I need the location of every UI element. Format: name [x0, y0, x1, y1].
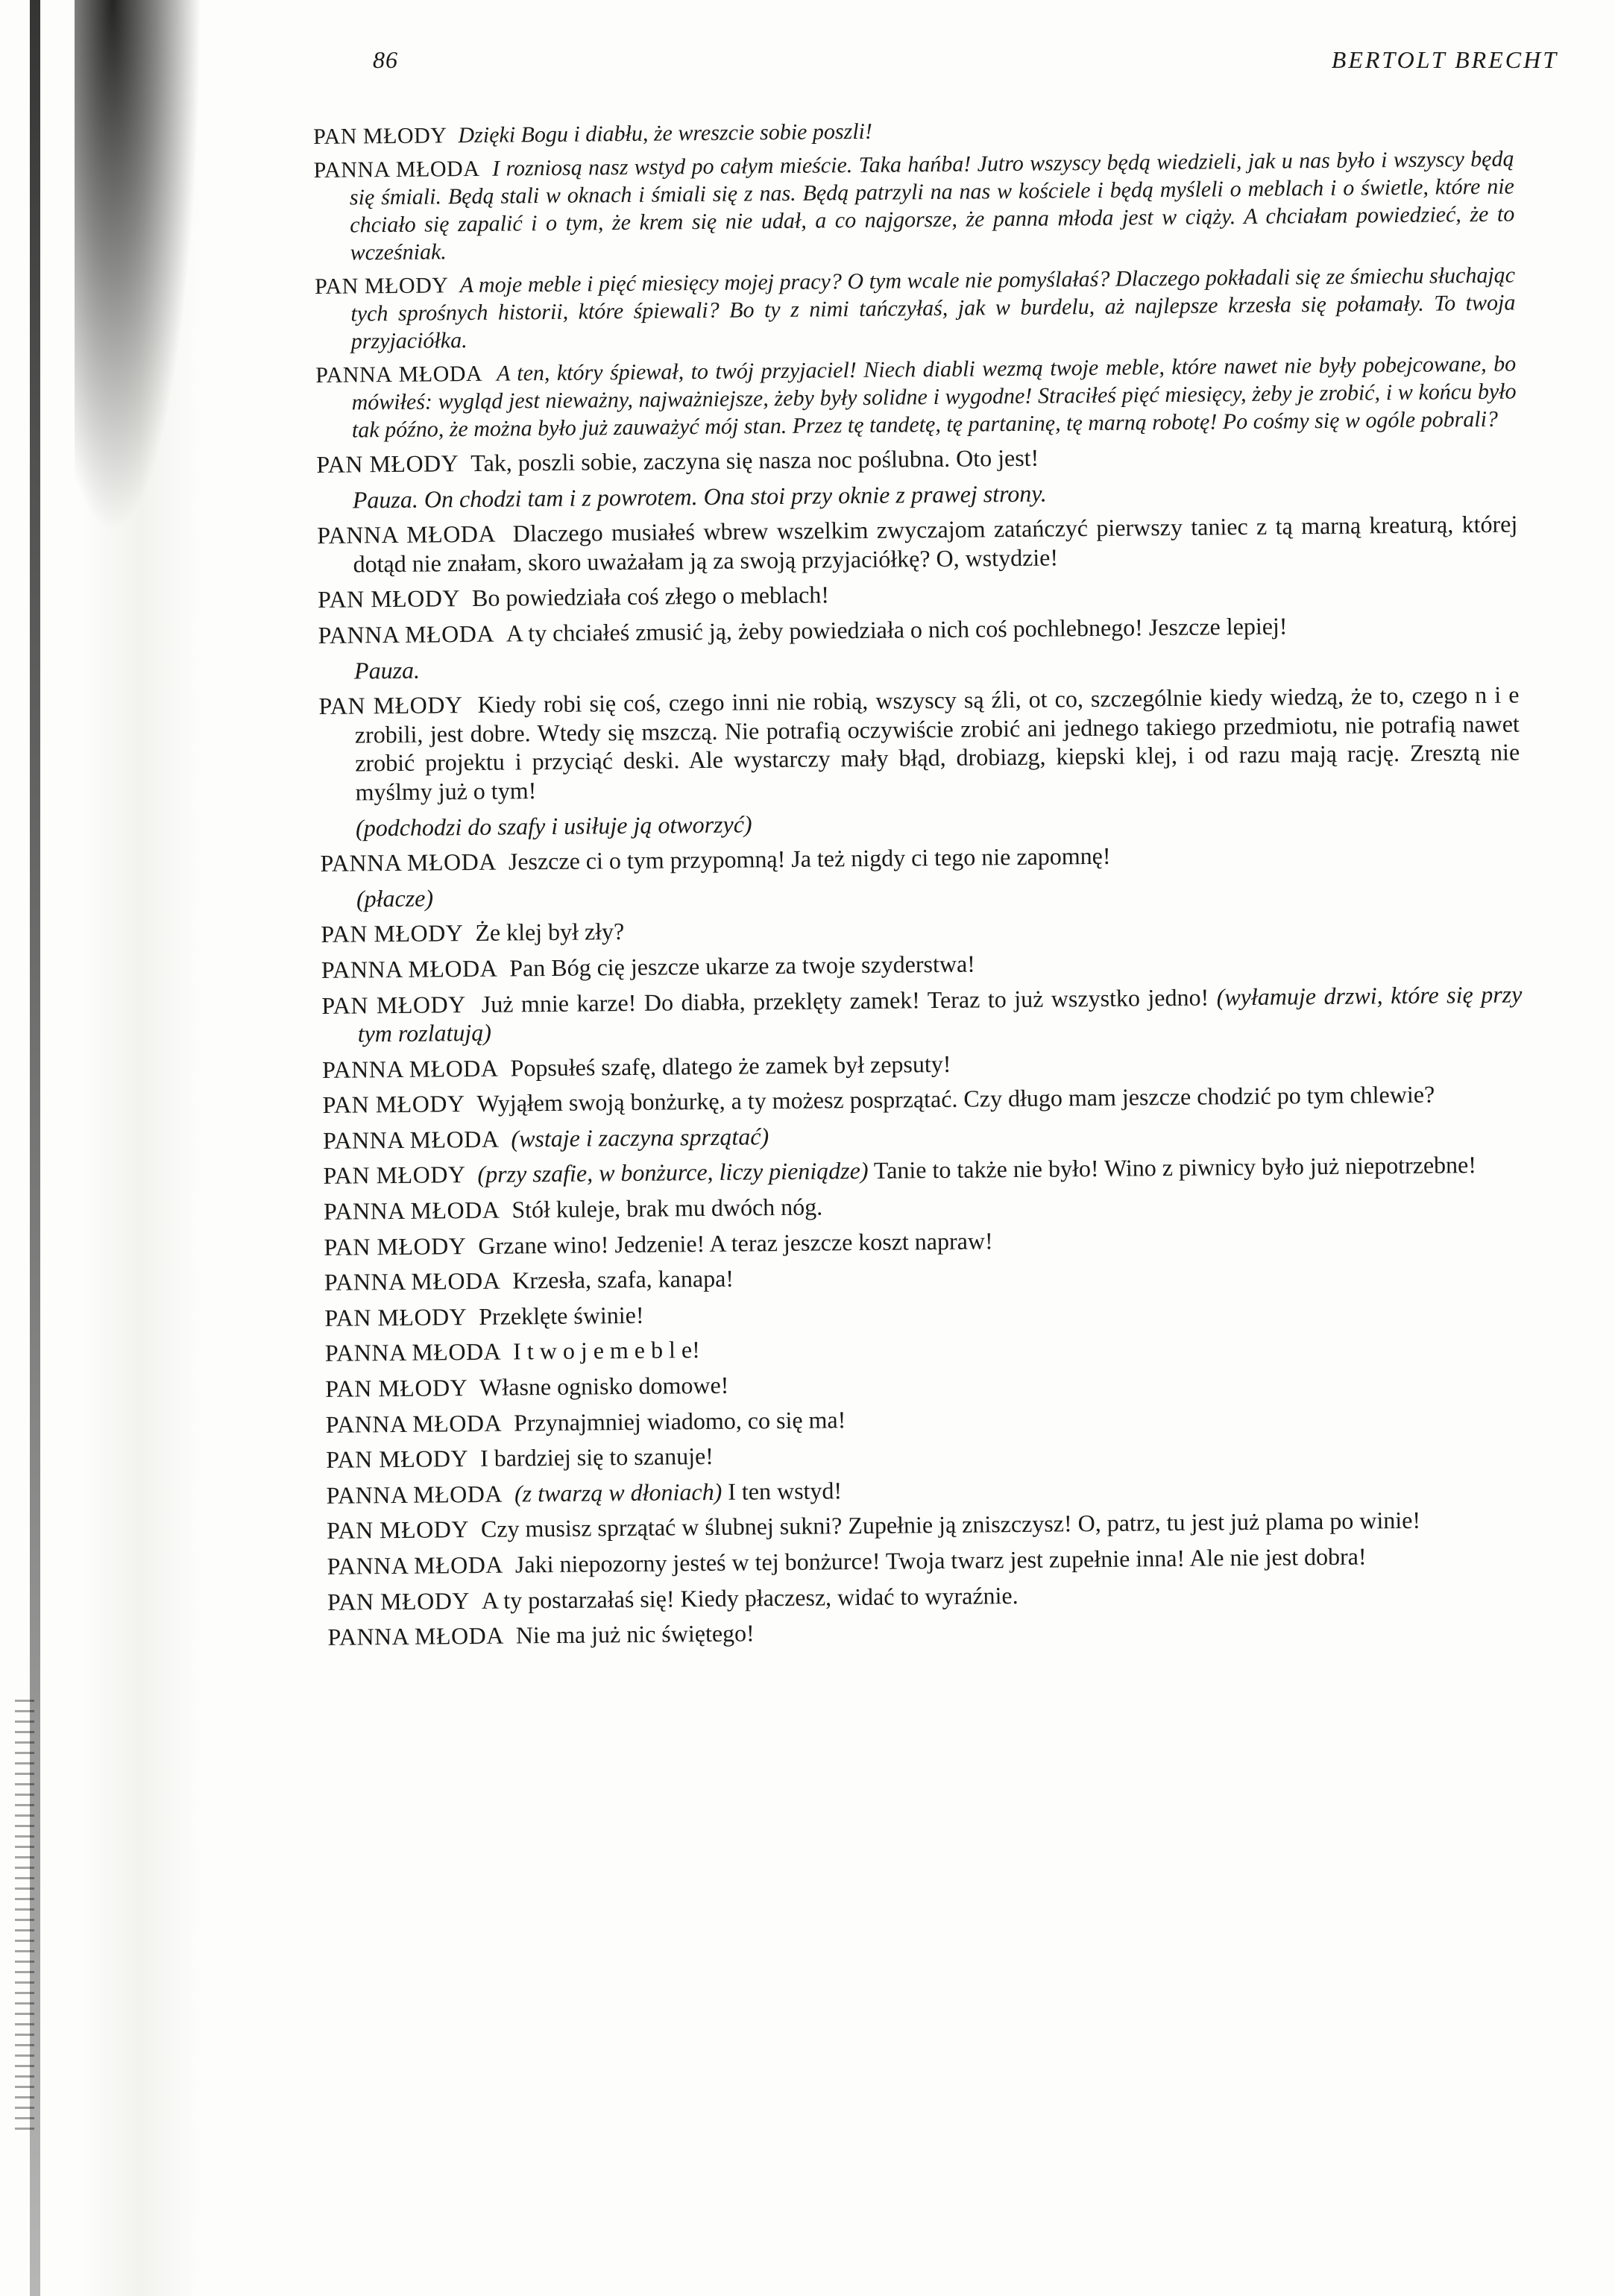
dialogue-line [318, 609, 1518, 649]
speaker-name: PANNA MŁODA [324, 1267, 501, 1296]
speech-text: A ty postarzałaś się! Kiedy płaczesz, widać to wyraźnie. [481, 1581, 1019, 1614]
inline-stage-direction: (przy szafie, w bonżurce, liczy pieniądze) [477, 1157, 869, 1188]
speaker-name: PANNA MŁODA [323, 1196, 500, 1225]
dialogue-line [325, 1328, 1526, 1368]
speaker-name: PANNA MŁODA [317, 520, 497, 549]
stage-direction: Pauza. On chodzi tam i z powrotem. Ona stoi przy oknie z prawej strony. [352, 479, 1047, 514]
dialogue-line [321, 909, 1521, 949]
speech-text: Krzesła, szafa, kanapa! [512, 1264, 734, 1294]
running-head: BERTOLT BRECHT [1331, 46, 1558, 73]
dialogue-line [324, 1221, 1524, 1261]
speaker-name: PANNA MŁODA [327, 1551, 504, 1580]
speaker-name: PAN MŁODY [321, 919, 464, 948]
speaker-name: PAN MŁODY [324, 1302, 468, 1331]
inline-stage-direction: (wyłamuje drzwi, które się przy tym rozlatują) [357, 980, 1523, 1047]
speaker-name: PAN MŁODY [314, 273, 449, 299]
scan-edge-shadow [75, 0, 201, 537]
speaker-name: PANNA MŁODA [318, 619, 495, 649]
speech-text: Bo powiedziała coś złego o meblach! [471, 581, 830, 612]
speech-text: Grzane wino! Jedzenie! A teraz jeszcze koszt napraw! [478, 1226, 993, 1259]
speech-text: A ty chciałeś zmusić ją, żeby powiedziała o nich coś pochlebnego! Jeszcze lepiej! [506, 612, 1288, 647]
stage-direction: (płacze) [356, 884, 434, 912]
speech-text: Własne ognisko domowe! [479, 1371, 729, 1401]
speech-text: A ten, który śpiewał, to twój przyjaciel! Niech diabli wezmą twoje meble, które nawet nie były pobejcowane, bo mówiłeś: wygląd jest nieważny, najważniejsze, żeby były solidne i wygodne! Straciłeś pięć miesięcy, żeby je zrobić, i w końcu było tak późno, że można było już zauważyć mój stan. Przez tę tandetę, tę partaninę, tę marną robotę! Po cośmy się w ogóle pobrali? [351, 351, 1517, 443]
speaker-name: PAN MŁODY [317, 584, 461, 614]
speaker-name: PANNA MŁODA [315, 361, 483, 388]
speech-text: Czy musisz sprzątać w ślubnej sukni? Zupełnie ją zniszczysz! O, patrz, tu jest już plama po winie! [480, 1507, 1421, 1543]
speaker-name: PANNA MŁODA [325, 1409, 503, 1438]
speaker-name: PAN MŁODY [318, 691, 463, 720]
speaker-name: PANNA MŁODA [322, 1125, 500, 1154]
page-header [373, 46, 1558, 91]
speaker-name: PAN MŁODY [326, 1516, 470, 1545]
speech-text: Dzięki Bogu i diabłu, że wreszcie sobie poszli! [458, 119, 873, 148]
dialogue-line [327, 1612, 1528, 1652]
dialogue-line [324, 1186, 1524, 1226]
speech-text: Że klej był zły? [475, 918, 625, 947]
speech-text: Jeszcze ci o tym przypomną! Ja też nigdy ci tego nie zapomnę! [508, 842, 1111, 875]
speaker-name: PANNA MŁODA [320, 848, 497, 877]
speech-text: Pan Bóg cię jeszcze ukarze za twoje szyderstwa! [509, 950, 975, 982]
stage-direction: (podchodzi do szafy i usiłuje ją otworzyć) [355, 810, 752, 842]
speech-text: Wyjąłem swoją bonżurkę, a ty możesz posprzątać. Czy długo mam jeszcze chodzić po tym chlewie? [476, 1080, 1435, 1117]
inline-stage-direction: (z twarzą w dłoniach) [514, 1477, 722, 1507]
dialogue-line [313, 145, 1514, 267]
speech-text: I ten wstyd! [728, 1477, 843, 1505]
speaker-name: PANNA MŁODA [324, 1338, 502, 1367]
speech-text: Tanie to także nie było! Wino z piwnicy było już niepotrzebne! [873, 1151, 1477, 1185]
speaker-name: PAN MŁODY [325, 1374, 468, 1402]
stage-direction: Pauza. [353, 656, 421, 684]
dialogue-line [313, 112, 1514, 151]
dialogue-line [327, 1540, 1527, 1580]
dialogue-line [327, 1576, 1528, 1616]
speech-text: Już mnie karze! Do diabła, przeklęty zamek! Teraz to już wszystko jedno! [481, 983, 1209, 1018]
speaker-name: PAN MŁODY [323, 1161, 466, 1190]
speech-text: Jaki niepozorny jesteś w tej bonżurce! Twoja twarz jest zupełnie inna! Ale nie jest dobra! [514, 1542, 1367, 1578]
dialogue-line [320, 838, 1520, 878]
speaker-name: PAN MŁODY [327, 1586, 470, 1615]
dialogue-line [316, 439, 1517, 479]
dialogue-line [321, 944, 1522, 984]
dialogue-line [324, 1257, 1525, 1297]
speaker-name: PANNA MŁODA [313, 156, 480, 183]
dialogue-line [322, 1044, 1523, 1084]
speaker-name: PANNA MŁODA [321, 954, 498, 983]
speaker-name: PAN MŁODY [326, 1445, 469, 1474]
dialogue-line [322, 1079, 1523, 1120]
dialogue-line [323, 1150, 1523, 1190]
speech-text: Nie ma już nic świętego! [515, 1619, 755, 1649]
speech-text: Przeklęte świnie! [479, 1301, 644, 1330]
speech-text: Przynajmniej wiadomo, co się ma! [513, 1405, 846, 1436]
speech-text: I bardziej się to szanuje! [479, 1442, 714, 1472]
speech-text: I t w o j e m e b l e! [513, 1336, 700, 1365]
speech-text: Kiedy robi się coś, czego inni nie robią, wszyscy są źli, ot co, szczególnie kiedy wiedzą, że to, czego n i e zrobili, jest dobre. Wtedy się mszczą. Nie potrafią oczywiście zrobić ani jednego takiego przedmiotu, nie potrafią nawet zrobić projektu i przyciąć deski. Ale wystarczy mały błąd, drobiazg, kiepski klej, i od razu mają rację. Zresztą nie myślmy już o tym! [354, 681, 1520, 806]
dialogue-body [313, 112, 1529, 1659]
dialogue-line [323, 1114, 1523, 1155]
dialogue-line [326, 1469, 1526, 1510]
speaker-name: PANNA MŁODA [326, 1480, 503, 1509]
speech-text: I rozniosą nasz wstyd po całym mieście. Taka hańba! Jutro wszyscy będą wiedzieli, jak u nas było i wszyscy będą się śmiali. Będą stali w oknach i śmiali się z nas. Będą patrzyli na nas w kościele i będą myśleli o meblach i o świetle, które nie chciało się zapalić i o tym, że krem się nie udał, a co najgorsze, że panna młoda jest w ciąży. A chciałam powiedzieć, że to wcześniak. [349, 146, 1515, 265]
dialogue-line [317, 510, 1518, 579]
inline-stage-direction: (wstaje i zaczyna sprzątać) [511, 1123, 769, 1152]
dialogue-line [326, 1434, 1526, 1475]
speaker-name: PAN MŁODY [324, 1231, 467, 1261]
dialogue-line [326, 1398, 1526, 1439]
speaker-name: PAN MŁODY [313, 123, 447, 149]
scan-edge-specks [15, 1700, 34, 2132]
speech-text: Dlaczego musiałeś wbrew wszelkim zwyczajom zatańczyć pierwszy taniec z tą marną kreaturą, której dotąd nie znałam, skoro uważałam ją za swoją przyjaciółkę? O, wstydzie! [353, 510, 1518, 578]
speaker-name: PAN MŁODY [316, 450, 459, 478]
speech-text: Tak, poszli sobie, zaczyna się nasza noc poślubna. Oto jest! [470, 444, 1039, 476]
speaker-name: PAN MŁODY [321, 990, 466, 1019]
dialogue-line [315, 350, 1517, 444]
dialogue-line [318, 681, 1520, 807]
dialogue-line [325, 1363, 1526, 1403]
dialogue-line [315, 262, 1516, 356]
dialogue-line [324, 1292, 1525, 1332]
speaker-name: PANNA MŁODA [322, 1054, 499, 1083]
speech-text: A moje meble i pięć miesięcy mojej pracy? O tym wcale nie pomyślałaś? Dlaczego pokładali się ze śmiechu słuchając tych sprośnych historii, które śpiewali? Bo ty z nimi tańczyłaś, jak w burdelu, aż najlepsze krzesła się połamały. To twoja przyjaciółka. [350, 262, 1516, 354]
dialogue-line [318, 574, 1518, 614]
speaker-name: PAN MŁODY [322, 1090, 465, 1119]
speech-text: Stół kuleje, brak mu dwóch nóg. [511, 1193, 823, 1223]
dialogue-line [321, 980, 1523, 1049]
page-number: 86 [373, 46, 398, 73]
dialogue-line [327, 1505, 1527, 1545]
speaker-name: PANNA MŁODA [327, 1621, 505, 1651]
speech-text: Popsułeś szafę, dlatego że zamek był zepsuty! [510, 1050, 951, 1082]
